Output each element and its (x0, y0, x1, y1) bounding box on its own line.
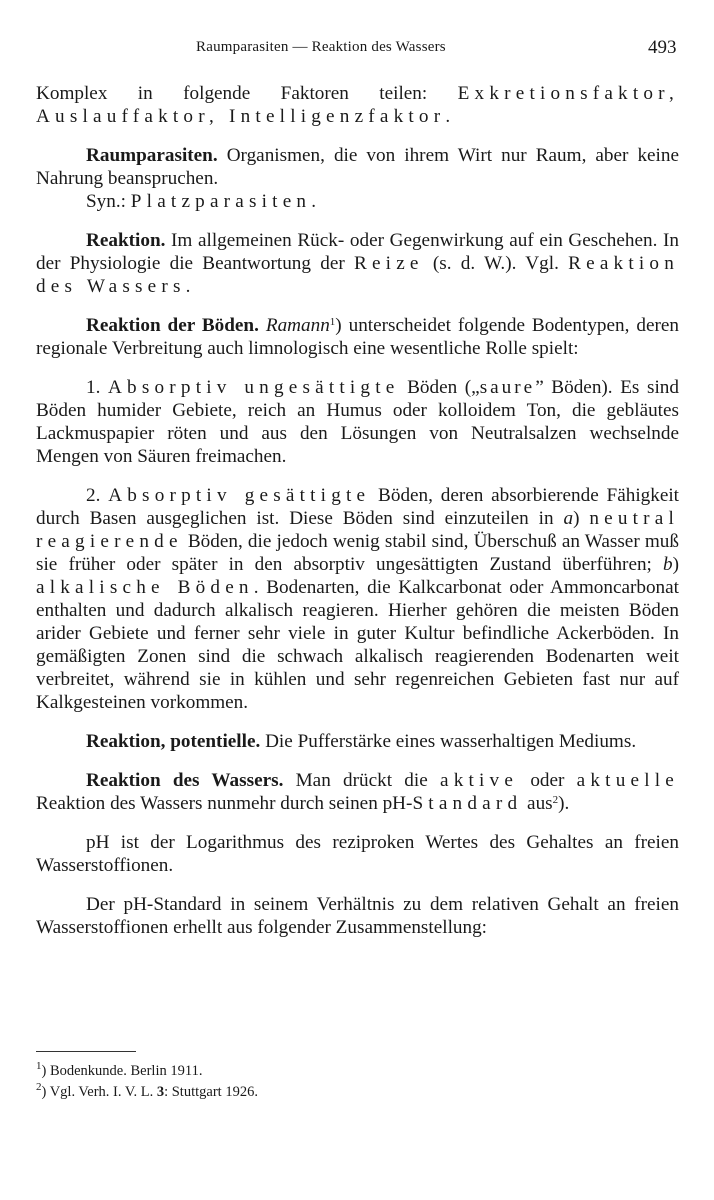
spaced-text: aktive (439, 770, 519, 791)
footnote-divider (36, 1051, 136, 1052)
spaced-text: Standard (412, 793, 523, 814)
paragraph-continuation: Komplex in folgende Faktoren teilen: Exkretionsfaktor, Auslauffaktor, Intelligenzfaktor. (36, 83, 679, 127)
page-number: 493 (648, 37, 677, 58)
spaced-text: aktuelle (576, 770, 679, 791)
spaced-text: neutral reagierende (36, 508, 680, 552)
author-name: Ramann (265, 315, 330, 336)
spaced-text: Platzparasiten (130, 191, 312, 212)
running-title: Raumparasiten — Reaktion des Wassers (196, 39, 446, 55)
entry-raumparasiten: Raumparasiten. Organismen, die von ihrem Wirt nur Raum, aber keine Nahrung beanspruchen. (36, 145, 679, 189)
spaced-text: Reaktion des Wassers (36, 253, 679, 297)
list-item-2: 2. Absorptiv gesättigte Böden, deren absorbierende Fähigkeit durch Basen ausgeglichen ist. Diese Böden sind einzuteilen in a) neutral reagierende Böden, die jedoch wenig stabil sind, Überschuß an Wasser muß sie früher oder später in den absorptiv ungesättigten Zustand überführen; b) alkalische Böden. Bodenarten, die Kalkcarbonat oder Ammoncarbonat enthalten und dadurch alkalisch reagieren. Hierher gehören die meisten Böden arider Gebiete und ferner sehr viele in guter Kultur befindliche Ackerböden. In gemäßigten Zonen sind die schwach alkalisch reagierenden Bodenarten weit verbreitet, während sie in kühlen und sehr regenreichen Gebieten fast nur auf Kalkgesteinen vorkommen. (36, 485, 680, 713)
entry-reaktion-des-wassers: Reaktion des Wassers. Man drückt die aktive oder aktuelle Reaktion des Wassers nunmehr durch seinen pH-Standard aus$^2$). (36, 770, 679, 814)
footnote-mark: 2 (36, 1081, 42, 1093)
footnote-1: $^1$) Bodenkunde. Berlin 1911. (36, 1060, 203, 1079)
synonym-line: Syn.: Platzparasiten. (86, 191, 317, 212)
spaced-text: Absorptiv ungesättigte (108, 377, 400, 398)
paragraph-ph-standard: Der pH-Standard in seinem Verhältnis zu dem relativen Gehalt an freien Wasserstoffionen erhellt aus folgender Zusammenstellung: (36, 894, 679, 938)
entry-term: Reaktion des Wassers. (86, 770, 284, 791)
spaced-text: Absorptiv gesättigte (108, 485, 371, 506)
running-header (0, 37, 714, 59)
footnote-ref: 2 (552, 794, 559, 806)
entry-term: Reaktion. (86, 230, 166, 251)
footnotes (36, 1061, 258, 1103)
entry-reaktion-potentielle: Reaktion, potentielle. Die Pufferstärke eines wasserhaltigen Mediums. (86, 731, 637, 752)
spaced-text: Reize (353, 253, 424, 274)
spaced-text: Exkretionsfaktor, Auslauffaktor, Intelligenzfaktor (36, 83, 679, 127)
footnote-ref: 1 (329, 316, 336, 328)
paragraph-ph-definition: pH ist der Logarithmus des reziproken Wertes des Gehaltes an freien Wasserstoffionen. (36, 832, 679, 876)
main-text (36, 82, 679, 939)
footnote-2: $^2$) Vgl. Verh. I. V. L. 3: Stuttgart 1926. (36, 1081, 258, 1100)
entry-reaktion-der-boeden: Reaktion der Böden. Ramann$^1$) unterscheidet folgende Bodentypen, deren regionale Verbreitung auch limnologisch eine wesentliche Rolle spielt: (36, 315, 679, 359)
entry-term: Raumparasiten. (86, 145, 218, 166)
entry-term: Reaktion der Böden. (86, 315, 259, 336)
list-item-1: 1. Absorptiv ungesättigte Böden („saure” Böden). Es sind Böden humider Gebiete, reich an Humus oder kolloidem Ton, die gebläutes Lackmuspapier röten und aus den Lösungen von Neutralsalzen wechselnde Mengen von Säuren freimachen. (36, 377, 679, 467)
entry-reaktion: Reaktion. Im allgemeinen Rück- oder Gegenwirkung auf ein Geschehen. In der Physiologie die Beantwortung der Reize (s. d. W.). Vgl. Reaktion des Wassers. (36, 230, 679, 297)
spaced-text: alkalische Böden (36, 577, 254, 598)
spaced-text: saure (479, 377, 536, 398)
footnote-mark: 1 (36, 1060, 42, 1072)
entry-term: Reaktion, potentielle. (86, 731, 261, 752)
